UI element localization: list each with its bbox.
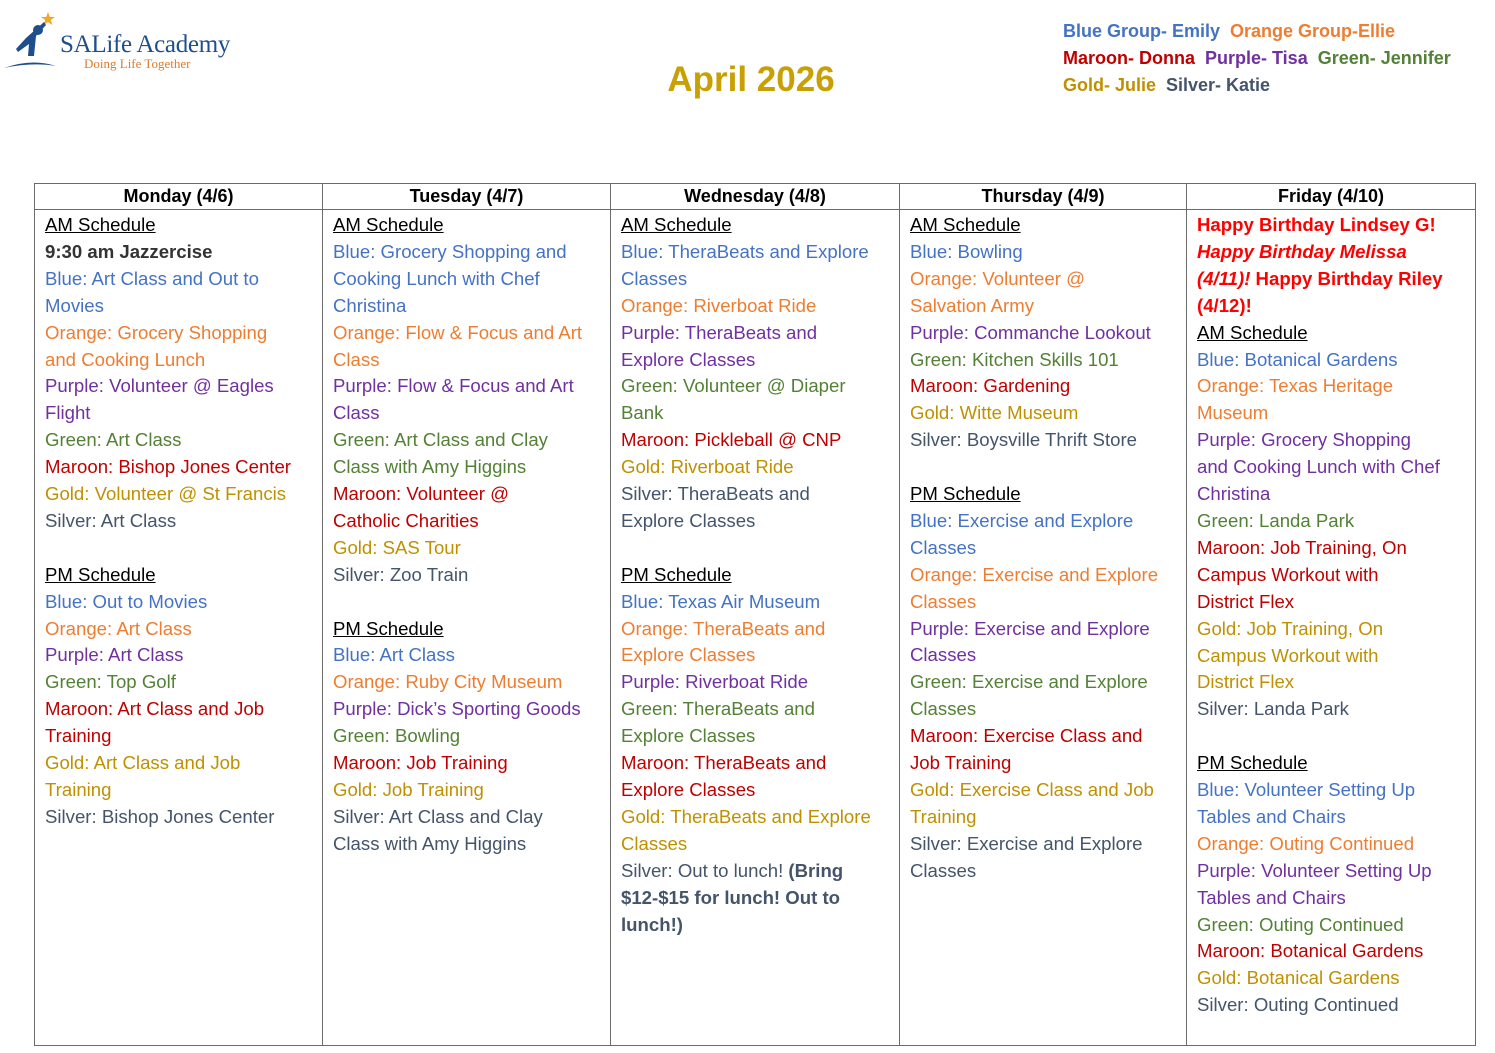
activity-line [621,508,894,535]
activity-text: Movies [45,294,104,316]
legend-row [1063,72,1461,99]
activity-line [621,750,894,777]
activity-line [1197,454,1470,481]
activity-line [333,293,605,320]
activity-line [621,804,894,831]
activity-text: Bank [621,402,664,424]
activity-text: Silver: Boysville Thrift Store [910,429,1137,451]
day-cell-monday [35,210,323,1046]
activity-bold-text: Happy Birthday Riley [1250,267,1443,289]
activity-text: Orange: Outing Continued [1197,832,1415,854]
day-header-wednesday: Wednesday (4/8) [611,184,900,210]
activity-text: Silver: TheraBeats and [621,483,810,505]
activity-text: AM Schedule [910,214,1021,235]
activity-line [45,481,317,508]
activity-text: (4/12)! [1197,294,1252,316]
activity-line [910,831,1181,858]
activity-line [910,589,1181,616]
activity-line [45,642,317,669]
activity-line [1197,912,1470,939]
activity-line [1197,885,1470,912]
activity-line [333,481,605,508]
blank-line [45,535,317,562]
activity-text: Blue: Grocery Shopping and [333,240,567,262]
activity-text: Silver: Art Class [45,509,177,531]
legend-item: Silver- Katie [1166,75,1271,95]
activity-text: Maroon: Bishop Jones Center [45,456,291,478]
schedule-heading [333,212,605,239]
schedule-heading [910,212,1181,239]
day-cell-thursday [900,210,1187,1046]
legend-row [1063,18,1461,45]
activity-text: Classes [910,859,977,881]
activity-line [333,804,605,831]
activity-text: Gold: Witte Museum [910,402,1079,424]
day-header-friday: Friday (4/10) [1187,184,1476,210]
activity-text: PM Schedule [1197,752,1308,774]
activity-text: Blue: Exercise and Explore [910,509,1134,531]
schedule-heading [1197,320,1470,347]
activity-text: Maroon: TheraBeats and [621,752,827,774]
schedule-row [35,210,1476,1046]
activity-text: Blue: Botanical Gardens [1197,348,1398,370]
activity-line [1197,535,1470,562]
activity-line [45,427,317,454]
activity-text: Classes [910,698,977,720]
activity-text: Classes [621,267,688,289]
activity-text: Blue: Out to Movies [45,590,208,612]
activity-line [333,669,605,696]
legend-item: Gold- Julie [1063,75,1157,95]
activity-line [621,454,894,481]
activity-text: Purple: Volunteer @ Eagles [45,375,274,397]
activity-text: Maroon: Volunteer @ [333,483,509,505]
activity-text: Blue: Texas Air Museum [621,590,821,612]
activity-text: Maroon: Pickleball @ CNP [621,429,842,451]
legend-item: Maroon- Donna [1063,48,1195,68]
activity-text: Green: Kitchen Skills 101 [910,348,1119,370]
activity-text: Blue: Art Class and Out to [45,267,259,289]
day-cell-wednesday [611,210,900,1046]
activity-text: Tables and Chairs [1197,886,1346,908]
activity-text: Orange: Riverboat Ride [621,294,817,316]
activity-line [1197,992,1470,1019]
activity-line [910,400,1181,427]
activity-line [1197,858,1470,885]
activity-line [910,777,1181,804]
activity-line [621,723,894,750]
activity-line [333,347,605,374]
activity-text: Christina [333,294,407,316]
activity-text: PM Schedule [621,563,732,585]
activity-line [621,239,894,266]
activity-line [45,750,317,777]
activity-line [621,320,894,347]
activity-line [45,266,317,293]
activity-line [333,239,605,266]
group-legend [1063,18,1461,99]
activity-line [910,535,1181,562]
activity-text: Silver: Bishop Jones Center [45,805,275,827]
activity-text: Purple: Grocery Shopping [1197,429,1411,451]
activity-text: Green: Top Golf [45,671,176,693]
activity-text: Gold: Art Class and Job [45,752,241,774]
activity-line [621,642,894,669]
activity-line [621,669,894,696]
activity-line [1197,965,1470,992]
activity-text: Happy Birthday Melissa [1197,240,1407,262]
activity-text: Gold: Job Training, On [1197,617,1384,639]
activity-text: Gold: Volunteer @ St Francis [45,483,287,505]
activity-text: Museum [1197,402,1269,424]
activity-text: Gold: SAS Tour [333,536,461,558]
activity-line [45,373,317,400]
activity-text: Green: Exercise and Explore [910,671,1148,693]
day-header-tuesday: Tuesday (4/7) [323,184,611,210]
schedule-heading [1197,750,1470,777]
activity-text: Class [333,402,380,424]
activity-text: $12-$15 for lunch! Out to [621,886,841,908]
logo-name: SALife Academy [60,31,231,58]
activity-text: Green: Bowling [333,725,461,747]
activity-line [621,616,894,643]
activity-text: Green: TheraBeats and [621,698,815,720]
activity-text: Blue: TheraBeats and Explore [621,240,869,262]
activity-text: Silver: Zoo Train [333,563,469,585]
activity-line [621,858,894,885]
activity-text: Green: Landa Park [1197,509,1355,531]
activity-line [621,373,894,400]
activity-line [45,616,317,643]
activity-line [910,373,1181,400]
weekly-schedule-table [34,183,1476,1046]
activity-line [45,320,317,347]
activity-line [45,777,317,804]
logo-tagline: Doing Life Together [84,56,191,71]
blank-line [1197,723,1470,750]
activity-text: Explore Classes [621,779,756,801]
activity-text: and Cooking Lunch [45,348,206,370]
activity-text: Silver: Landa Park [1197,698,1349,720]
legend-item: Purple- Tisa [1205,48,1308,68]
activity-text: Maroon: Exercise Class and [910,725,1143,747]
activity-line [1197,938,1470,965]
activity-line [621,885,894,912]
activity-text: Training [45,779,112,801]
activity-text: Purple: Commanche Lookout [910,321,1151,343]
activity-line [333,750,605,777]
activity-text: Blue: Art Class [333,644,455,666]
activity-text: lunch!) [621,913,683,935]
activity-line [910,804,1181,831]
activity-text: PM Schedule [45,563,156,585]
activity-line [1197,400,1470,427]
activity-text: PM Schedule [333,617,444,639]
activity-text: Explore Classes [621,348,756,370]
activity-line [45,293,317,320]
activity-bold-text: (Bring [788,859,844,881]
day-header-row [35,184,1476,210]
activity-line [1197,777,1470,804]
activity-text: Orange: Exercise and Explore [910,563,1159,585]
activity-text: Explore Classes [621,509,756,531]
activity-text: AM Schedule [45,214,156,235]
activity-line [621,777,894,804]
activity-line [45,508,317,535]
activity-text: District Flex [1197,590,1295,612]
activity-line [333,642,605,669]
activity-line [333,562,605,589]
activity-line [1197,562,1470,589]
activity-text: Classes [910,644,977,666]
activity-text: Purple: TheraBeats and [621,321,818,343]
page-title: April 2026 [667,60,835,99]
activity-text: 9:30 am Jazzercise [45,240,213,262]
activity-line [1197,373,1470,400]
activity-line [1197,427,1470,454]
activity-line [333,454,605,481]
activity-line [1197,696,1470,723]
blank-line [910,454,1181,481]
activity-text: Purple: Art Class [45,644,184,666]
activity-line [45,589,317,616]
activity-line [910,320,1181,347]
schedule-heading [910,481,1181,508]
activity-line [1197,293,1470,320]
activity-text: Blue: Volunteer Setting Up [1197,779,1416,801]
activity-line [910,562,1181,589]
activity-line [333,373,605,400]
activity-line [621,831,894,858]
activity-text: Purple: Volunteer Setting Up [1197,859,1432,881]
activity-line [333,508,605,535]
activity-text: Campus Workout with [1197,563,1379,585]
activity-text: Gold: Job Training [333,779,484,801]
activity-line [621,589,894,616]
activity-line [621,427,894,454]
activity-line [910,642,1181,669]
day-header-monday: Monday (4/6) [35,184,323,210]
activity-text: Happy Birthday Lindsey G! [1197,214,1436,235]
activity-text: Explore Classes [621,644,756,666]
activity-text: Purple: Exercise and Explore [910,617,1150,639]
activity-line [910,858,1181,885]
schedule-heading [45,212,317,239]
activity-text: AM Schedule [333,214,444,235]
schedule-heading [621,562,894,589]
activity-line [333,831,605,858]
activity-text: Gold: Botanical Gardens [1197,967,1400,989]
activity-text: Purple: Riverboat Ride [621,671,809,693]
day-cell-friday [1187,210,1476,1046]
activity-text: Silver: Outing Continued [1197,994,1399,1016]
activity-text: Silver: Exercise and Explore [910,832,1143,854]
activity-text: Blue: Bowling [910,240,1023,262]
activity-line [45,400,317,427]
activity-line [333,320,605,347]
activity-text: Gold: Riverboat Ride [621,456,794,478]
activity-line [333,723,605,750]
activity-line [1197,831,1470,858]
activity-line [1197,669,1470,696]
activity-line [1197,212,1470,239]
activity-line [910,427,1181,454]
activity-text: AM Schedule [621,214,732,235]
activity-text: Maroon: Job Training [333,752,508,774]
activity-line [621,293,894,320]
activity-line [621,400,894,427]
activity-text: Green: Outing Continued [1197,913,1404,935]
day-header-thursday: Thursday (4/9) [900,184,1187,210]
activity-line [333,777,605,804]
activity-text: Silver: Out to lunch! [621,859,789,881]
legend-item: Green- Jennifer [1317,48,1451,68]
activity-line [621,696,894,723]
activity-text: Training [45,725,112,747]
activity-line [910,266,1181,293]
activity-line [910,347,1181,374]
activity-line [1197,347,1470,374]
activity-text: Green: Volunteer @ Diaper [621,375,846,397]
activity-text: Silver: Art Class and Clay [333,805,543,827]
activity-text: Maroon: Botanical Gardens [1197,940,1424,962]
activity-line [910,696,1181,723]
activity-text: Maroon: Job Training, On [1197,536,1407,558]
activity-text: Class [333,348,380,370]
activity-line [910,508,1181,535]
activity-text: Orange: Grocery Shopping [45,321,268,343]
activity-text: Maroon: Gardening [910,375,1071,397]
activity-line [910,723,1181,750]
activity-line [45,454,317,481]
activity-line [1197,643,1470,670]
activity-line [45,239,317,266]
activity-line [333,427,605,454]
activity-text: Salvation Army [910,294,1035,316]
activity-text: Green: Art Class [45,429,182,451]
activity-line [1197,589,1470,616]
person-star-logo-icon [4,8,64,72]
activity-text: Purple: Flow & Focus and Art [333,375,574,397]
activity-text: Gold: TheraBeats and Explore [621,805,871,827]
legend-row [1063,45,1461,72]
schedule-heading [333,616,605,643]
legend-item: Blue Group- Emily [1063,21,1221,41]
activity-text: and Cooking Lunch with Chef [1197,456,1440,478]
activity-line [910,750,1181,777]
activity-text: Orange: TheraBeats and [621,617,826,639]
activity-text: Christina [1197,483,1271,505]
activity-line [621,266,894,293]
activity-text: Campus Workout with [1197,644,1379,666]
activity-text: Job Training [910,752,1012,774]
activity-text: Explore Classes [621,725,756,747]
activity-line [1197,508,1470,535]
activity-text: District Flex [1197,671,1295,693]
activity-text: Maroon: Art Class and Job [45,698,265,720]
blank-line [333,589,605,616]
activity-line [333,535,605,562]
activity-text: Green: Art Class and Clay [333,429,548,451]
activity-text: AM Schedule [1197,321,1308,343]
logo [4,8,244,72]
activity-line [45,696,317,723]
activity-line [1197,616,1470,643]
activity-text: Purple: Dick’s Sporting Goods [333,698,581,720]
schedule-heading [621,212,894,239]
activity-line [45,347,317,374]
activity-line [333,696,605,723]
activity-text: PM Schedule [910,483,1021,505]
activity-text: Flight [45,402,91,424]
activity-text: Orange: Texas Heritage [1197,375,1394,397]
activity-text: Training [910,805,977,827]
activity-text: (4/11)! [1197,267,1251,289]
activity-line [45,669,317,696]
activity-line [333,266,605,293]
activity-line [1197,481,1470,508]
legend-item: Orange Group-Ellie [1230,21,1396,41]
blank-line [621,535,894,562]
schedule-heading [45,562,317,589]
activity-line [333,400,605,427]
activity-line [1197,266,1470,293]
activity-line [910,669,1181,696]
activity-text: Gold: Exercise Class and Job [910,779,1154,801]
activity-line [910,239,1181,266]
activity-text: Catholic Charities [333,509,479,531]
activity-text: Orange: Ruby City Museum [333,671,563,693]
activity-line [621,481,894,508]
activity-text: Cooking Lunch with Chef [333,267,540,289]
activity-line [910,293,1181,320]
activity-text: Orange: Flow & Focus and Art [333,321,583,343]
activity-text: Orange: Art Class [45,617,192,639]
activity-text: Classes [910,536,977,558]
activity-line [45,804,317,831]
activity-text: Class with Amy Higgins [333,832,527,854]
activity-text: Orange: Volunteer @ [910,267,1085,289]
day-cell-tuesday [323,210,611,1046]
activity-line [45,723,317,750]
activity-text: Classes [910,590,977,612]
activity-line [1197,239,1470,266]
activity-line [621,912,894,939]
activity-line [910,616,1181,643]
activity-line [1197,804,1470,831]
activity-text: Tables and Chairs [1197,805,1346,827]
activity-text: Classes [621,832,688,854]
activity-text: Class with Amy Higgins [333,456,527,478]
activity-line [621,347,894,374]
